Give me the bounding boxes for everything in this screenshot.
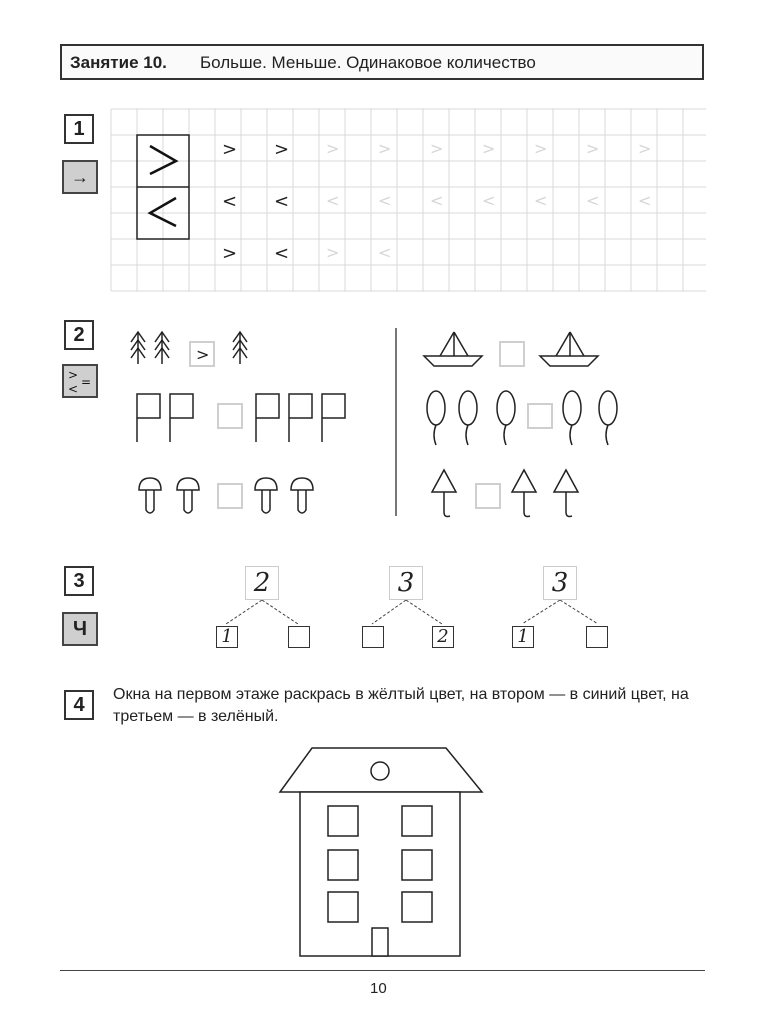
task-1-number: 1 <box>64 114 94 144</box>
balloon-compare-box <box>528 404 552 428</box>
svg-text:<: < <box>586 191 600 210</box>
mushroom-compare-box <box>218 484 242 508</box>
svg-text:=: = <box>81 375 92 389</box>
svg-text:<: < <box>326 191 340 210</box>
lesson-title-bar <box>60 44 704 80</box>
house-door <box>372 928 388 956</box>
svg-text:>: > <box>378 139 392 158</box>
window-1-right <box>402 892 432 922</box>
count-icon: Ч <box>62 612 98 646</box>
svg-text:<: < <box>222 191 238 212</box>
window-3-right <box>402 806 432 836</box>
task-4-instructions: Окна на первом этаже раскрась в жёлтый цвет, на втором — в синий цвет, на третьем — в зелёный. <box>113 686 689 725</box>
boat-compare-box <box>500 342 524 366</box>
page-number: 10 <box>370 980 387 997</box>
svg-text:<: < <box>638 191 652 210</box>
window-1-left <box>328 892 358 922</box>
svg-text:<: < <box>68 382 79 396</box>
tree-1-top: 2 <box>245 566 279 600</box>
window-3-left <box>328 806 358 836</box>
task-2-illustrations <box>110 320 630 530</box>
tree-3-right[interactable] <box>586 626 608 648</box>
house-drawing <box>270 742 490 960</box>
svg-text:>: > <box>638 139 652 158</box>
svg-text:>: > <box>482 139 496 158</box>
window-2-left <box>328 850 358 880</box>
tree-1-right[interactable] <box>288 626 310 648</box>
svg-text:<: < <box>430 191 444 210</box>
svg-text:>: > <box>274 139 290 160</box>
footer-rule <box>60 970 705 971</box>
tree-2-left[interactable] <box>362 626 384 648</box>
task-1-grid <box>110 108 706 292</box>
task-4-number: 4 <box>64 690 94 720</box>
svg-text:<: < <box>482 191 496 210</box>
svg-text:>: > <box>326 243 340 262</box>
svg-text:<: < <box>534 191 548 210</box>
svg-text:<: < <box>274 191 290 212</box>
arrow-right-icon: → <box>62 160 98 194</box>
tree-2-right[interactable]: 2 <box>432 626 454 648</box>
faded-trace-signs <box>326 139 651 262</box>
tree-compare-sign: > <box>196 345 210 364</box>
flag-compare-box <box>218 404 242 428</box>
tree-3-top: 3 <box>543 566 577 600</box>
roof-window <box>371 762 389 780</box>
svg-text:>: > <box>222 139 238 160</box>
svg-text:>: > <box>68 368 79 382</box>
svg-text:<: < <box>378 243 392 262</box>
svg-text:>: > <box>430 139 444 158</box>
svg-text:>: > <box>586 139 600 158</box>
lesson-label: Занятие 10. <box>70 53 167 72</box>
balloon-icon-group <box>427 391 617 445</box>
svg-text:>: > <box>222 243 238 264</box>
svg-text:>: > <box>326 139 340 158</box>
compare-signs-icon <box>62 364 98 398</box>
svg-text:<: < <box>378 191 392 210</box>
umbrella-compare-box <box>476 484 500 508</box>
svg-text:>: > <box>534 139 548 158</box>
sample-signs <box>222 139 289 264</box>
task-3-number: 3 <box>64 566 94 596</box>
tree-1-left[interactable]: 1 <box>216 626 238 648</box>
lesson-title: Больше. Меньше. Одинаковое количество <box>200 53 536 72</box>
window-2-right <box>402 850 432 880</box>
tree-3-left[interactable]: 1 <box>512 626 534 648</box>
svg-text:<: < <box>274 243 290 264</box>
tree-2-top: 3 <box>389 566 423 600</box>
umbrella-icon-group <box>432 470 578 517</box>
task-2-number: 2 <box>64 320 94 350</box>
